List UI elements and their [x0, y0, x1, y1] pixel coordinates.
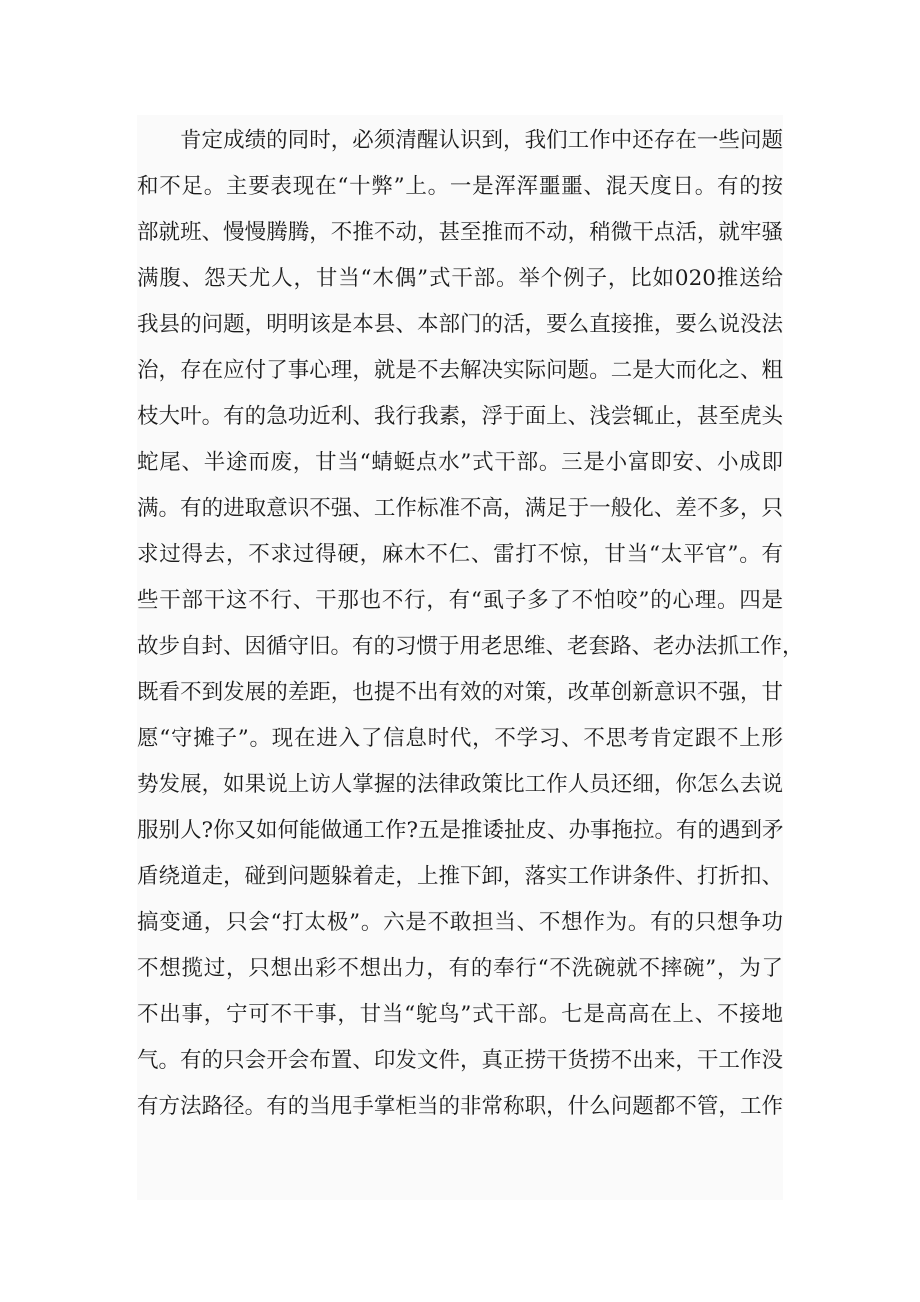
text-line: 满。有的进取意识不强、工作标准不高，满足于一般化、差不多，只	[137, 496, 783, 521]
text-line: 有方法路径。有的当甩手掌柜当的非常称职，什么问题都不管，工作	[137, 1094, 783, 1119]
text-line: 气。有的只会开会布置、印发文件，真正捞干货捞不出来，干工作没	[137, 1048, 783, 1073]
text-line: 不出事，宁可不干事，甘当“鸵鸟”式干部。七是高高在上、不接地	[137, 1002, 783, 1027]
text-line: 既看不到发展的差距，也提不出有效的对策，改革创新意识不强，甘	[137, 680, 783, 705]
text-line: 满腹、怨天尤人，甘当“木偶”式干部。举个例子，比如020推送给	[137, 266, 783, 291]
text-line: 些干部干这不行、干那也不行，有“虱子多了不怕咬”的心理。四是	[137, 588, 783, 613]
text-line: 部就班、慢慢腾腾，不推不动，甚至推而不动，稍微干点活，就牢骚	[137, 220, 783, 245]
text-line: 不想揽过，只想出彩不想出力，有的奉行“不洗碗就不摔碗”，为了	[137, 956, 783, 981]
text-line: 肯定成绩的同时，必须清醒认识到，我们工作中还存在一些问题	[180, 128, 783, 153]
text-line: 我县的问题，明明该是本县、本部门的活，要么直接推，要么说没法	[137, 312, 783, 337]
document-text-block	[137, 115, 804, 1200]
text-line: 和不足。主要表现在“十弊”上。一是浑浑噩噩、混天度日。有的按	[137, 174, 783, 199]
text-line: 盾绕道走，碰到问题躲着走，上推下卸，落实工作讲条件、打折扣、	[137, 864, 783, 889]
text-line: 服别人?你又如何能做通工作?五是推诿扯皮、办事拖拉。有的遇到矛	[137, 818, 784, 843]
text-line: 故步自封、因循守旧。有的习惯于用老思维、老套路、老办法抓工作，	[137, 634, 804, 659]
text-line: 枝大叶。有的急功近利、我行我素，浮于面上、浅尝辄止，甚至虎头	[137, 404, 783, 429]
text-line: 势发展，如果说上访人掌握的法律政策比工作人员还细，你怎么去说	[137, 772, 783, 797]
text-line: 蛇尾、半途而废，甘当“蜻蜓点水”式干部。三是小富即安、小成即	[137, 450, 783, 475]
text-line: 愿“守摊子”。现在进入了信息时代，不学习、不思考肯定跟不上形	[137, 726, 783, 751]
text-line: 求过得去，不求过得硬，麻木不仁、雷打不惊，甘当“太平官”。有	[137, 542, 783, 567]
text-line: 治，存在应付了事心理，就是不去解决实际问题。二是大而化之、粗	[137, 358, 783, 383]
text-line: 搞变通，只会“打太极”。六是不敢担当、不想作为。有的只想争功	[137, 910, 783, 935]
